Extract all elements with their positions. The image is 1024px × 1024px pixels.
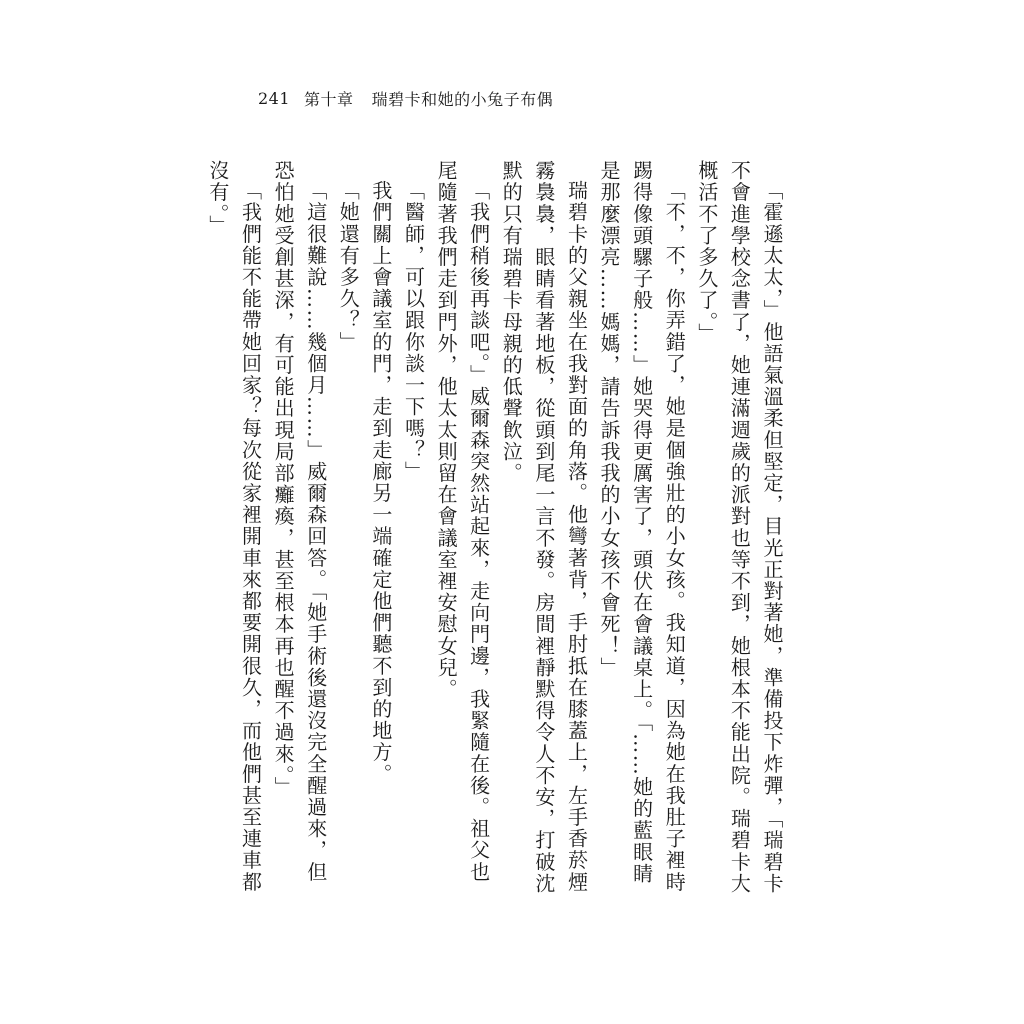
- paragraph: 瑞碧卡的父親坐在我對面的角落。他彎著背，手肘抵在膝蓋上，左手香菸煙霧裊裊，眼睛看著地板，從頭到尾一言不發。房間裡靜默得令人不安，打破沈默的只有瑞碧卡母親的低聲飲泣。: [499, 160, 589, 895]
- chapter-label: 第十章: [304, 89, 354, 109]
- paragraph: 「醫師，可以跟你談一下嗎？」: [401, 180, 426, 483]
- paragraph: 「我們稍後再談吧。」威爾森突然站起來，走向門邊，我緊隨在後。祖父也尾隨著我們走到門外，他太太則留在會議室裡安慰女兒。: [434, 160, 491, 883]
- paragraph: 「我們能不能帶她回家？每次從家裡開車來都要開很久，而他們甚至連車都沒有。」: [205, 160, 263, 893]
- paragraph: 「不，不，你弄錯了，她是個強壯的小女孩。我知道，因為她在我肚子裡時踢得像頭騾子般……」她哭得更厲害了，頭伏在會議桌上。「……她的藍眼睛是那麼漂亮……媽媽，請告訴我我的小女孩不會死！」: [597, 160, 687, 893]
- chapter-title: 瑞碧卡和她的小兔子布偶: [371, 89, 554, 109]
- running-header: [258, 86, 553, 110]
- paragraph: 我們關上會議室的門，走到走廊另一端確定他們聽不到的地方。: [368, 180, 393, 785]
- paragraph: 「這很難說……幾個月……」威爾森回答。「她手術後還沒完全醒過來，但恐怕她受創甚深，有可能出現局部癱瘓，甚至根本再也醒不過來。」: [271, 160, 328, 883]
- page-number: 241: [258, 88, 291, 108]
- paragraph: 「她還有多久？」: [336, 180, 361, 353]
- paragraph: 「霍遜太太，」他語氣溫柔但堅定，目光正對著她，準備投下炸彈，「瑞碧卡不會進學校念書了，她連滿週歲的派對也等不到，她根本不能出院。瑞碧卡大概活不了多久了。」: [694, 160, 784, 895]
- body-text: [205, 160, 788, 900]
